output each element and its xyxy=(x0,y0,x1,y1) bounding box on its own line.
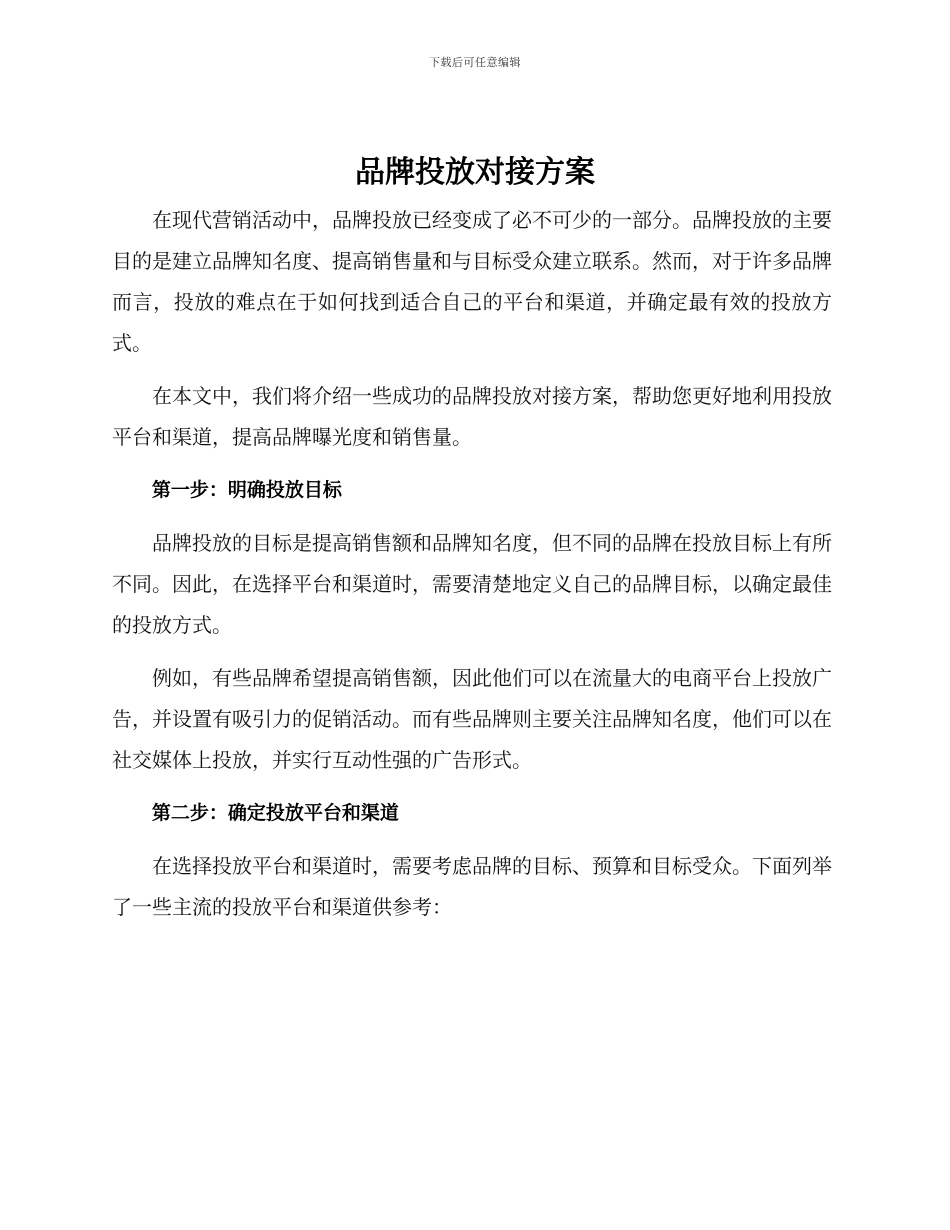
paragraph-purpose: 在本文中，我们将介绍一些成功的品牌投放对接方案，帮助您更好地利用投放平台和渠道，提高品牌曝光度和销售量。 xyxy=(112,384,832,449)
paragraph-step-1-example: 例如，有些品牌希望提高销售额，因此他们可以在流量大的电商平台上投放广告，并设置有吸引力的促销活动。而有些品牌则主要关注品牌知名度，他们可以在社交媒体上投放，并实行互动性强的广告形式。 xyxy=(112,666,832,772)
paragraph-step-1-goals: 品牌投放的目标是提高销售额和品牌知名度，但不同的品牌在投放目标上有所不同。因此，在选择平台和渠道时，需要清楚地定义自己的品牌目标，以确定最佳的投放方式。 xyxy=(112,531,832,637)
header-note: 下载后可任意编辑 xyxy=(429,56,521,69)
section-heading-step-1: 第一步：明确投放目标 xyxy=(151,479,342,501)
paragraph-step-2-intro: 在选择投放平台和渠道时，需要考虑品牌的目标、预算和目标受众。下面列举了一些主流的投放平台和渠道供参考： xyxy=(112,854,832,919)
section-heading-step-2: 第二步：确定投放平台和渠道 xyxy=(151,802,399,824)
paragraph-intro: 在现代营销活动中，品牌投放已经变成了必不可少的一部分。品牌投放的主要目的是建立品牌知名度、提高销售量和与目标受众建立联系。然而，对于许多品牌而言，投放的难点在于如何找到适合自己的平台和渠道，并确定最有效的投放方式。 xyxy=(112,208,832,355)
document-body xyxy=(112,200,832,940)
document-title: 品牌投放对接方案 xyxy=(355,155,595,190)
